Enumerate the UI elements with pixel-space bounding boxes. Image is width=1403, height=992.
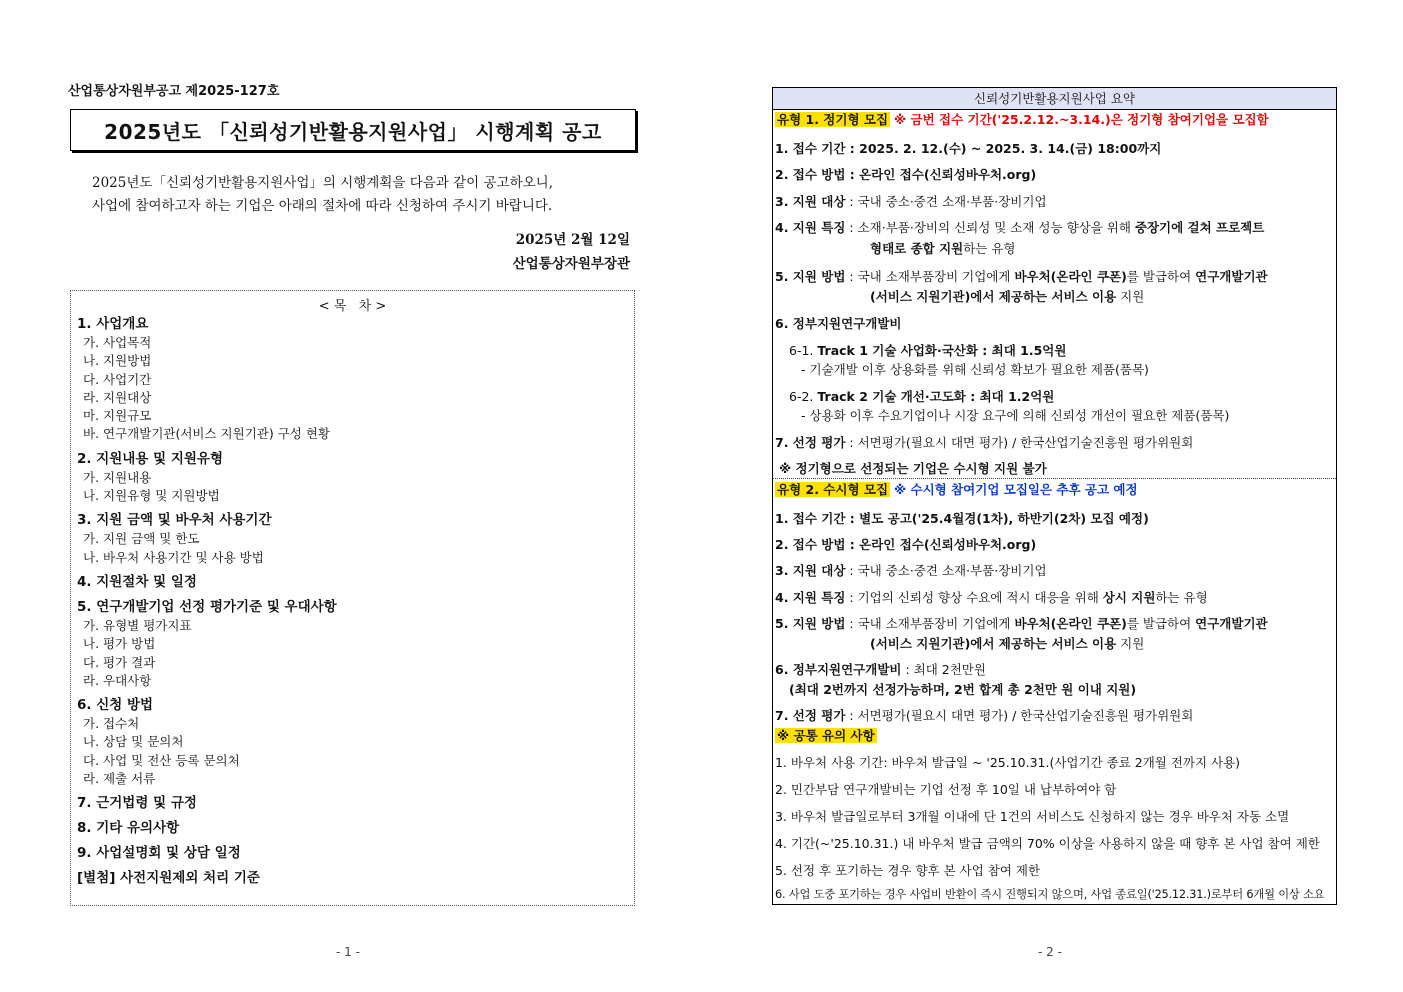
toc-subitem: 가. 유형별 평가지표 xyxy=(83,617,192,633)
toc-subitem: 바. 연구개발기관(서비스 지원기관) 구성 현황 xyxy=(83,426,330,442)
type2-heading xyxy=(775,480,1334,498)
toc-list xyxy=(77,315,628,888)
type1-item-6: 6. 정부지원연구개발비 xyxy=(775,316,902,331)
toc-subitem: 나. 평가 방법 xyxy=(83,636,156,652)
toc-subitem: 나. 상담 및 문의처 xyxy=(83,734,184,750)
common-item-5: 5. 선정 후 포기하는 경우 향후 본 사업 참여 제한 xyxy=(775,863,1041,878)
toc-section xyxy=(77,696,628,788)
toc-heading: 9. 사업설명회 및 상담 일정 xyxy=(77,845,241,862)
toc-subitem: 가. 접수처 xyxy=(83,716,140,732)
announcement-date: 2025년 2월 12일 xyxy=(515,232,630,248)
toc-subitem: 다. 사업기간 xyxy=(83,371,152,387)
toc-heading: 7. 근거법령 및 규정 xyxy=(77,795,197,812)
type1-item-2: 2. 접수 방법 : 온라인 접수(신뢰성바우처.org) xyxy=(775,167,1037,182)
toc-subitem: 라. 우대사항 xyxy=(83,672,152,688)
type1-footnote: ※ 정기형으로 선정되는 기업은 수시형 지원 불가 xyxy=(779,461,1047,476)
type1-item-5: 5. 지원 방법 : 국내 소재부품장비 기업에게 바우처(온라인 쿠폰)를 발급하여 연구개발기관 xyxy=(775,269,1268,284)
toc-section xyxy=(77,315,628,444)
common-item-6: 6. 사업 도중 포기하는 경우 사업비 반환이 즉시 진행되지 않으며, 사업 종료일('25.12.31.)로부터 6개월 이상 소요 xyxy=(775,888,1325,901)
toc-section xyxy=(77,819,628,838)
toc-subitem: 나. 지원방법 xyxy=(83,353,152,369)
type2-item-3: 3. 지원 대상 : 국내 중소·중견 소재·부품·장비기업 xyxy=(775,563,1047,578)
summary-header: 신뢰성기반활용지원사업 요약 xyxy=(773,88,1336,110)
document-title: 2025년도 「신뢰성기반활용지원사업」 시행계획 공고 xyxy=(70,109,636,151)
toc-section xyxy=(77,573,628,592)
toc-subitem: 가. 사업목적 xyxy=(83,335,152,350)
type2-item-6: 6. 정부지원연구개발비 : 최대 2천만원 xyxy=(775,662,986,677)
toc-subitem: 나. 지원유형 및 지원방법 xyxy=(83,488,220,504)
common-heading xyxy=(775,726,1334,744)
type2-item-2: 2. 접수 방법 : 온라인 접수(신뢰성바우처.org) xyxy=(775,537,1037,552)
toc-heading: [별첨] 사전지원제외 처리 기준 xyxy=(77,870,260,887)
intro-line-2: 사업에 참여하고자 하는 기업은 아래의 절차에 따라 신청하여 주시기 바랍니다. xyxy=(92,198,553,214)
toc-section xyxy=(77,794,628,813)
type2-item-6-note: (최대 2번까지 선정가능하며, 2번 합계 총 2천만 원 이내 지원) xyxy=(789,682,1137,697)
toc-section xyxy=(77,844,628,863)
type2-item-4: 4. 지원 특징 : 기업의 신뢰성 향상 수요에 적시 대응을 위해 상시 지원하는 유형 xyxy=(775,590,1208,605)
issuer-signature: 산업통상자원부장관 xyxy=(512,256,630,272)
type1-item-4-cont: 형태로 종합 지원하는 유형 xyxy=(870,241,1016,256)
toc-subitem: 다. 평가 결과 xyxy=(83,654,156,670)
type2-note: ※ 수시형 참여기업 모집일은 추후 공고 예정 xyxy=(894,482,1138,497)
page-number-2: - 2 - xyxy=(1038,945,1062,959)
type1-note: ※ 금번 접수 기간('25.2.12.~3.14.)은 정기형 참여기업을 모집함 xyxy=(894,112,1269,127)
type1-heading xyxy=(775,110,1334,128)
toc-heading: 3. 지원 금액 및 바우처 사용기간 xyxy=(77,512,272,529)
common-item-3: 3. 바우처 발급일로부터 3개월 이내에 단 1건의 서비스도 신청하지 않는 경우 바우처 자동 소멸 xyxy=(775,809,1290,824)
intro-line-1: 2025년도「신뢰성기반활용지원사업」의 시행계획을 다음과 같이 공고하오니, xyxy=(92,175,554,191)
toc-section xyxy=(77,598,628,690)
table-of-contents xyxy=(70,290,635,906)
toc-subitem: 라. 지원대상 xyxy=(83,389,152,405)
toc-subitem: 다. 사업 및 전산 등록 문의처 xyxy=(83,752,240,768)
toc-subitem: 라. 제출 서류 xyxy=(83,771,156,787)
type2-label: 유형 2. 수시형 모집 xyxy=(777,482,889,497)
common-item-1: 1. 바우처 사용 기간: 바우처 발급일 ~ '25.10.31.(사업기간 종료 2개월 전까지 사용) xyxy=(775,755,1241,770)
toc-heading: 8. 기타 유의사항 xyxy=(77,820,180,837)
toc-heading: 1. 사업개요 xyxy=(77,316,149,332)
type1-item-3: 3. 지원 대상 : 국내 중소·중견 소재·부품·장비기업 xyxy=(775,194,1047,209)
toc-section xyxy=(77,511,628,567)
toc-subitem: 마. 지원규모 xyxy=(83,408,152,424)
page-number-1: - 1 - xyxy=(336,945,360,959)
type2-item-5: 5. 지원 방법 : 국내 소재부품장비 기업에게 바우처(온라인 쿠폰)를 발급하여 연구개발기관 xyxy=(775,616,1268,631)
common-label: ※ 공통 유의 사항 xyxy=(777,728,875,743)
track1-line: 6-1. Track 1 기술 사업화·국산화 : 최대 1.5억원 xyxy=(789,343,1067,358)
divider xyxy=(773,478,1336,479)
type2-item-5-cont: (서비스 지원기관)에서 제공하는 서비스 이용 지원 xyxy=(870,636,1145,651)
toc-heading: 4. 지원절차 및 일정 xyxy=(77,573,197,590)
type1-item-7: 7. 선정 평가 : 서면평가(필요시 대면 평가) / 한국산업기술진흥원 평가위원회 xyxy=(775,435,1194,450)
toc-subitem: 가. 지원내용 xyxy=(83,469,152,485)
type1-item-4: 4. 지원 특징 : 소재·부품·장비의 신뢰성 및 소재 성능 향상을 위해 중장기에 걸쳐 프로젝트 xyxy=(775,220,1265,235)
common-item-4: 4. 기간(~'25.10.31.) 내 바우처 발급 금액의 70% 이상을 사용하지 않을 때 향후 본 사업 참여 제한 xyxy=(775,836,1320,851)
toc-heading: 5. 연구개발기업 선정 평가기준 및 우대사항 xyxy=(77,598,337,615)
type2-item-7: 7. 선정 평가 : 서면평가(필요시 대면 평가) / 한국산업기술진흥원 평가위원회 xyxy=(775,708,1194,723)
type1-item-5-cont: (서비스 지원기관)에서 제공하는 서비스 이용 지원 xyxy=(870,289,1145,304)
notice-number: 산업통상자원부공고 제2025-127호 xyxy=(68,84,280,99)
toc-section xyxy=(77,869,628,888)
type1-label: 유형 1. 정기형 모집 xyxy=(777,112,889,127)
toc-subitem: 가. 지원 금액 및 한도 xyxy=(83,531,200,547)
track2-line: 6-2. Track 2 기술 개선·고도화 : 최대 1.2억원 xyxy=(789,389,1055,404)
toc-heading: 2. 지원내용 및 지원유형 xyxy=(77,450,223,467)
summary-box xyxy=(772,87,1337,905)
toc-section xyxy=(77,450,628,506)
toc-title: < 목 차 > xyxy=(318,299,387,314)
common-item-2: 2. 민간부담 연구개발비는 기업 선정 후 10일 내 납부하여야 함 xyxy=(775,782,1117,797)
toc-heading: 6. 신청 방법 xyxy=(77,697,154,714)
track1-desc: - 기술개발 이후 상용화를 위해 신뢰성 확보가 필요한 제품(품목) xyxy=(801,362,1149,377)
toc-subitem: 나. 바우처 사용기간 및 사용 방법 xyxy=(83,549,264,565)
track2-desc: - 상용화 이후 수요기업이나 시장 요구에 의해 신뢰성 개선이 필요한 제품(품목) xyxy=(801,408,1230,423)
type1-item-1: 1. 접수 기간 : 2025. 2. 12.(수) ~ 2025. 3. 14.(금) 18:00까지 xyxy=(775,141,1162,156)
type2-item-1: 1. 접수 기간 : 별도 공고('25.4월경(1차), 하반기(2차) 모집 예정) xyxy=(775,511,1149,526)
